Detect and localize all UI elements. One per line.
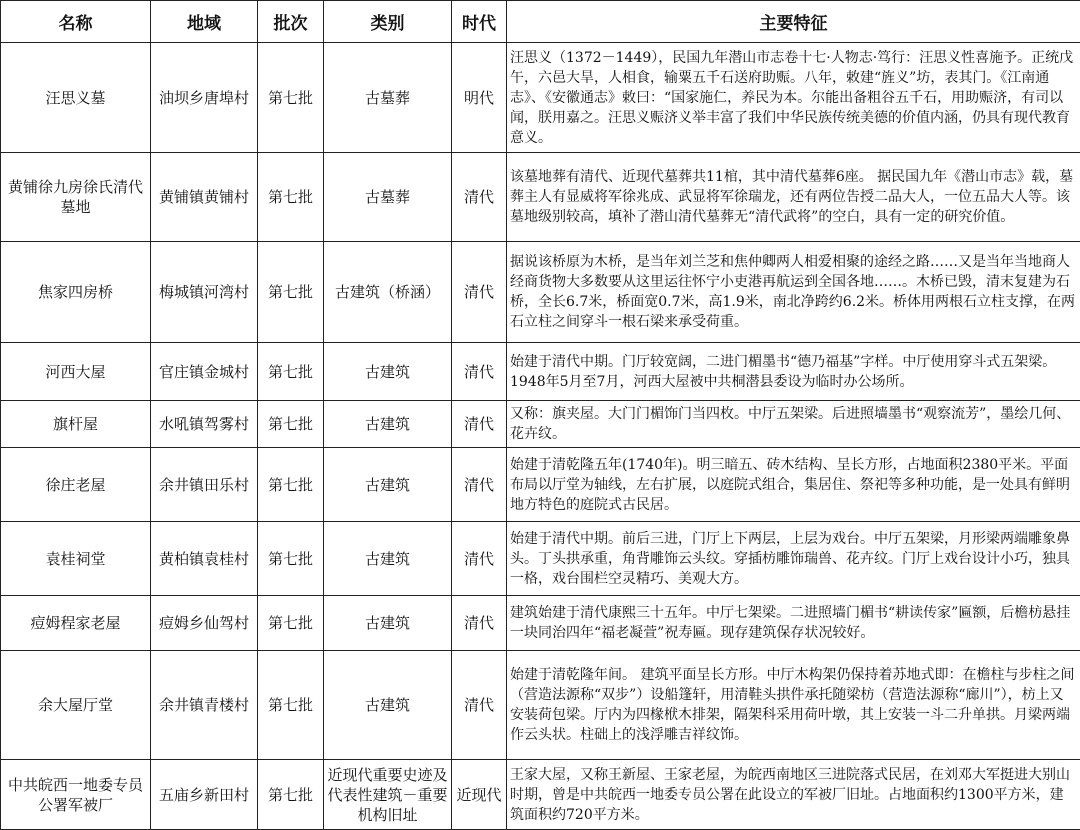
cell-name: 旗杆屋 bbox=[1, 401, 151, 448]
cell-name: 中共皖西一地委专员公署军被厂 bbox=[1, 760, 151, 830]
table-row bbox=[1, 343, 1080, 401]
cell-name: 黄铺徐九房徐氏清代墓地 bbox=[1, 153, 151, 242]
cell-batch: 第七批 bbox=[258, 343, 324, 401]
cell-features: 始建于清代中期。门厅较宽阔，二进门楣墨书“德乃福基”字样。中厅使用穿斗式五架梁。1948年5月至7月，河西大屋被中共桐潜县委设为临时办公场所。 bbox=[507, 343, 1080, 401]
cell-category: 古墓葬 bbox=[324, 43, 452, 153]
cell-features: 建筑始建于清代康熙三十五年。中厅七架梁。二进照墙门楣书“耕读传家”匾额，后檐枋悬挂一块同治四年“福老凝萱”祝寿匾。现存建筑保存状况较好。 bbox=[507, 596, 1080, 651]
cell-features: 据说该桥原为木桥，是当年刘兰芝和焦仲卿两人相爱相聚的途经之路……又是当年当地商人经商货物大多数要从这里运往怀宁小吏港再航运到全国各地……。木桥已毁，清末复建为石桥，全长6.7米，桥面宽0.7米，高1.9米，南北净跨约6.2米。桥体用两根石立柱支撑，在两石立柱之间穿斗一根石梁来承受荷重。 bbox=[507, 242, 1080, 343]
header-name: 名称 bbox=[1, 1, 151, 43]
cell-era: 清代 bbox=[452, 448, 507, 522]
cell-region: 油坝乡唐埠村 bbox=[151, 43, 258, 153]
cell-batch: 第七批 bbox=[258, 43, 324, 153]
cell-name: 河西大屋 bbox=[1, 343, 151, 401]
cell-batch: 第七批 bbox=[258, 596, 324, 651]
cell-batch: 第七批 bbox=[258, 522, 324, 596]
cell-era: 清代 bbox=[452, 651, 507, 760]
cell-features: 始建于清代中期。前后三进，门厅上下两层，上层为戏台。中厅五架梁，月形梁两端雕象鼻头。丁头拱承重，角背雕饰云头纹。穿插枋雕饰瑞兽、花卉纹。门厅上戏台设计小巧，独具一格，戏台围栏空灵精巧、美观大方。 bbox=[507, 522, 1080, 596]
cell-batch: 第七批 bbox=[258, 153, 324, 242]
header-row bbox=[1, 1, 1080, 43]
cell-era: 近现代 bbox=[452, 760, 507, 830]
cell-name: 徐庄老屋 bbox=[1, 448, 151, 522]
cell-batch: 第七批 bbox=[258, 401, 324, 448]
cell-name: 袁桂祠堂 bbox=[1, 522, 151, 596]
header-features: 主要特征 bbox=[507, 1, 1080, 43]
cell-batch: 第七批 bbox=[258, 242, 324, 343]
cell-name: 汪思义墓 bbox=[1, 43, 151, 153]
cell-era: 清代 bbox=[452, 343, 507, 401]
table-row bbox=[1, 43, 1080, 153]
cell-features: 又称：旗夹屋。大门门楣饰门当四枚。中厅五架梁。后进照墙墨书“观察流芳”，墨绘几何、花卉纹。 bbox=[507, 401, 1080, 448]
table-row bbox=[1, 401, 1080, 448]
cell-category: 古建筑 bbox=[324, 596, 452, 651]
table-row bbox=[1, 522, 1080, 596]
cell-features: 汪思义（1372－1449），民国九年潜山市志卷十七·人物志·笃行：汪思义性喜施予。正统戊午，六邑大旱，人相食，输粟五千石送府助赈。八年，敕建“旌义”坊，表其门。《江南通志》、《安徽通志》敕曰：“国家施仁，养民为本。尔能出备粗谷五千石，用助赈济，有司以闻，朕用嘉之。汪思义赈济义举丰富了我们中华民族传统美德的价值内涵，仍具有现代教育意义。 bbox=[507, 43, 1080, 153]
cell-name: 痘姆程家老屋 bbox=[1, 596, 151, 651]
cell-era: 清代 bbox=[452, 522, 507, 596]
cell-features: 该墓地葬有清代、近现代墓葬共11棺，其中清代墓葬6座。 据民国九年《潜山市志》载，墓葬主人有显威将军徐兆成、武显将军徐瑞龙，还有两位告授二品大人，一位五品大人等。该墓地级别较高，填补了潜山清代墓葬无“清代武将”的空白，具有一定的研究价值。 bbox=[507, 153, 1080, 242]
cell-region: 痘姆乡仙驾村 bbox=[151, 596, 258, 651]
cell-region: 梅城镇河湾村 bbox=[151, 242, 258, 343]
cell-region: 黄铺镇黄铺村 bbox=[151, 153, 258, 242]
cell-batch: 第七批 bbox=[258, 651, 324, 760]
table-row bbox=[1, 448, 1080, 522]
table-body bbox=[1, 43, 1080, 830]
cell-category: 古建筑 bbox=[324, 343, 452, 401]
cell-batch: 第七批 bbox=[258, 448, 324, 522]
header-category: 类别 bbox=[324, 1, 452, 43]
cell-region: 余井镇青楼村 bbox=[151, 651, 258, 760]
cell-region: 官庄镇金城村 bbox=[151, 343, 258, 401]
header-batch: 批次 bbox=[258, 1, 324, 43]
cell-features: 始建于清乾隆五年(1740年)。明三暗五、砖木结构、呈长方形，占地面积2380平米。平面布局以厅堂为轴线，左右扩展，以庭院式组合，集居住、祭祀等多种功能，是一处具有鲜明地方特色的庭院式古民居。 bbox=[507, 448, 1080, 522]
table-row bbox=[1, 153, 1080, 242]
cell-category: 古墓葬 bbox=[324, 153, 452, 242]
cell-category: 古建筑 bbox=[324, 401, 452, 448]
cell-era: 清代 bbox=[452, 401, 507, 448]
cell-category: 古建筑 bbox=[324, 522, 452, 596]
header-era: 时代 bbox=[452, 1, 507, 43]
table-row bbox=[1, 651, 1080, 760]
cell-era: 清代 bbox=[452, 596, 507, 651]
table-row bbox=[1, 242, 1080, 343]
cell-category: 近现代重要史迹及代表性建筑－重要机构旧址 bbox=[324, 760, 452, 830]
header-region: 地域 bbox=[151, 1, 258, 43]
cell-features: 王家大屋，又称王新屋、王家老屋，为皖西南地区三进院落式民居，在刘邓大军挺进大别山时期，曾是中共皖西一地委专员公署在此设立的军被厂旧址。占地面积约1300平方米，建筑面积约720平方米。 bbox=[507, 760, 1080, 830]
cell-category: 古建筑（桥涵） bbox=[324, 242, 452, 343]
table-row bbox=[1, 760, 1080, 830]
cell-category: 古建筑 bbox=[324, 448, 452, 522]
cell-region: 五庙乡新田村 bbox=[151, 760, 258, 830]
cell-category: 古建筑 bbox=[324, 651, 452, 760]
table-header bbox=[1, 1, 1080, 43]
cell-era: 清代 bbox=[452, 242, 507, 343]
cell-era: 明代 bbox=[452, 43, 507, 153]
cell-features: 始建于清乾隆年间。 建筑平面呈长方形。中厅木构架仍保持着苏地式即：在檐柱与步柱之间（营造法源称“双步”）设船篷轩，用清鞋头拱件承托随梁枋（营造法源称“廊川”），枋上又安装荷包梁。厅内为四椽栿木排架，隔架科采用荷叶墩，其上安装一斗二升单拱。月梁两端作云头状。柱础上的浅浮雕吉祥纹饰。 bbox=[507, 651, 1080, 760]
cell-batch: 第七批 bbox=[258, 760, 324, 830]
cell-region: 水吼镇驾雾村 bbox=[151, 401, 258, 448]
cell-name: 余大屋厅堂 bbox=[1, 651, 151, 760]
cell-era: 清代 bbox=[452, 153, 507, 242]
cell-name: 焦家四房桥 bbox=[1, 242, 151, 343]
cell-region: 余井镇田乐村 bbox=[151, 448, 258, 522]
table-row bbox=[1, 596, 1080, 651]
cell-region: 黄柏镇袁桂村 bbox=[151, 522, 258, 596]
